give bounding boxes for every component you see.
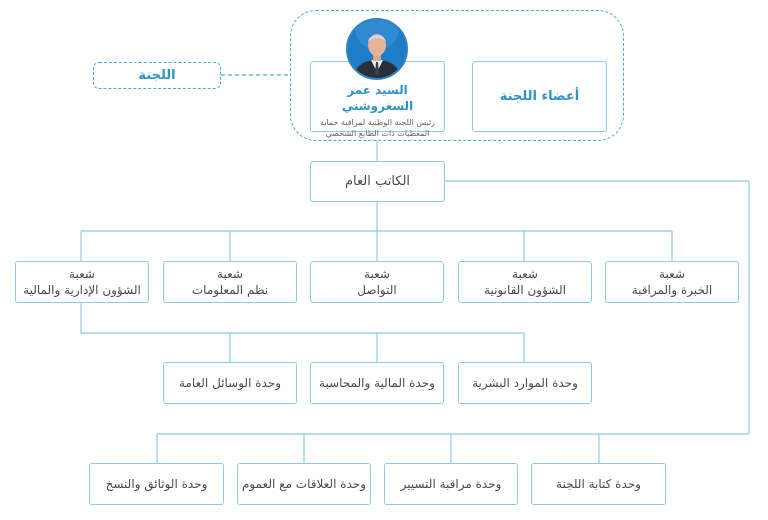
division-type-label: شعبة [512, 266, 538, 281]
division-name-label: الخبرة والمراقبة [631, 283, 713, 297]
division-type-label: شعبة [69, 266, 95, 281]
unit-label: وحدة الموارد البشرية [472, 375, 578, 390]
person-portrait-icon [348, 20, 406, 78]
division-information-systems[interactable] [163, 261, 297, 303]
division-name-label: الشؤون القانونية [484, 283, 566, 297]
secretary-general-label: الكاتب العام [344, 173, 411, 189]
division-name-label: نظم المعلومات [191, 283, 269, 297]
unit-label: وحدة الوسائل العامة [178, 375, 282, 390]
division-communication[interactable] [310, 261, 444, 303]
division-type-label: شعبة [217, 266, 243, 281]
division-type-label: شعبة [364, 266, 390, 281]
unit-committee-secretariat[interactable] [531, 463, 666, 505]
division-expertise-control[interactable] [605, 261, 739, 303]
unit-label: وحدة مراقبة التسيير [400, 476, 502, 491]
committee-label [93, 62, 221, 89]
unit-general-means[interactable] [163, 362, 297, 404]
division-name-label: التواصل [357, 283, 397, 297]
unit-label: وحدة الوثائق والنسخ [105, 476, 208, 491]
secretary-general-box[interactable] [310, 161, 445, 202]
committee-label-text: اللجنة [138, 68, 176, 83]
division-type-label: شعبة [659, 266, 685, 281]
president-title: رئيس اللجنة الوطنية لمراقبة حماية المعطيات ذات الطابع الشخصي [319, 118, 436, 138]
president-name: السيد عمر السغروشني [341, 83, 414, 114]
unit-human-resources[interactable] [458, 362, 592, 404]
unit-label: وحدة كتابة اللجنة [556, 476, 641, 491]
committee-members-label: أعضاء اللجنة [499, 88, 580, 104]
unit-management-control[interactable] [384, 463, 518, 505]
unit-finance-accounting[interactable] [310, 362, 444, 404]
unit-label: وحدة المالية والمحاسبة [319, 375, 435, 390]
division-name-label: الشؤون الإدارية والمالية [23, 283, 141, 297]
president-avatar [346, 18, 408, 80]
unit-label: وحدة العلاقات مع العموم [241, 476, 367, 491]
committee-members-box[interactable] [472, 61, 607, 132]
division-admin-finance[interactable] [15, 261, 149, 303]
unit-documents-copying[interactable] [89, 463, 224, 505]
unit-public-relations[interactable] [237, 463, 371, 505]
division-legal-affairs[interactable] [458, 261, 592, 303]
